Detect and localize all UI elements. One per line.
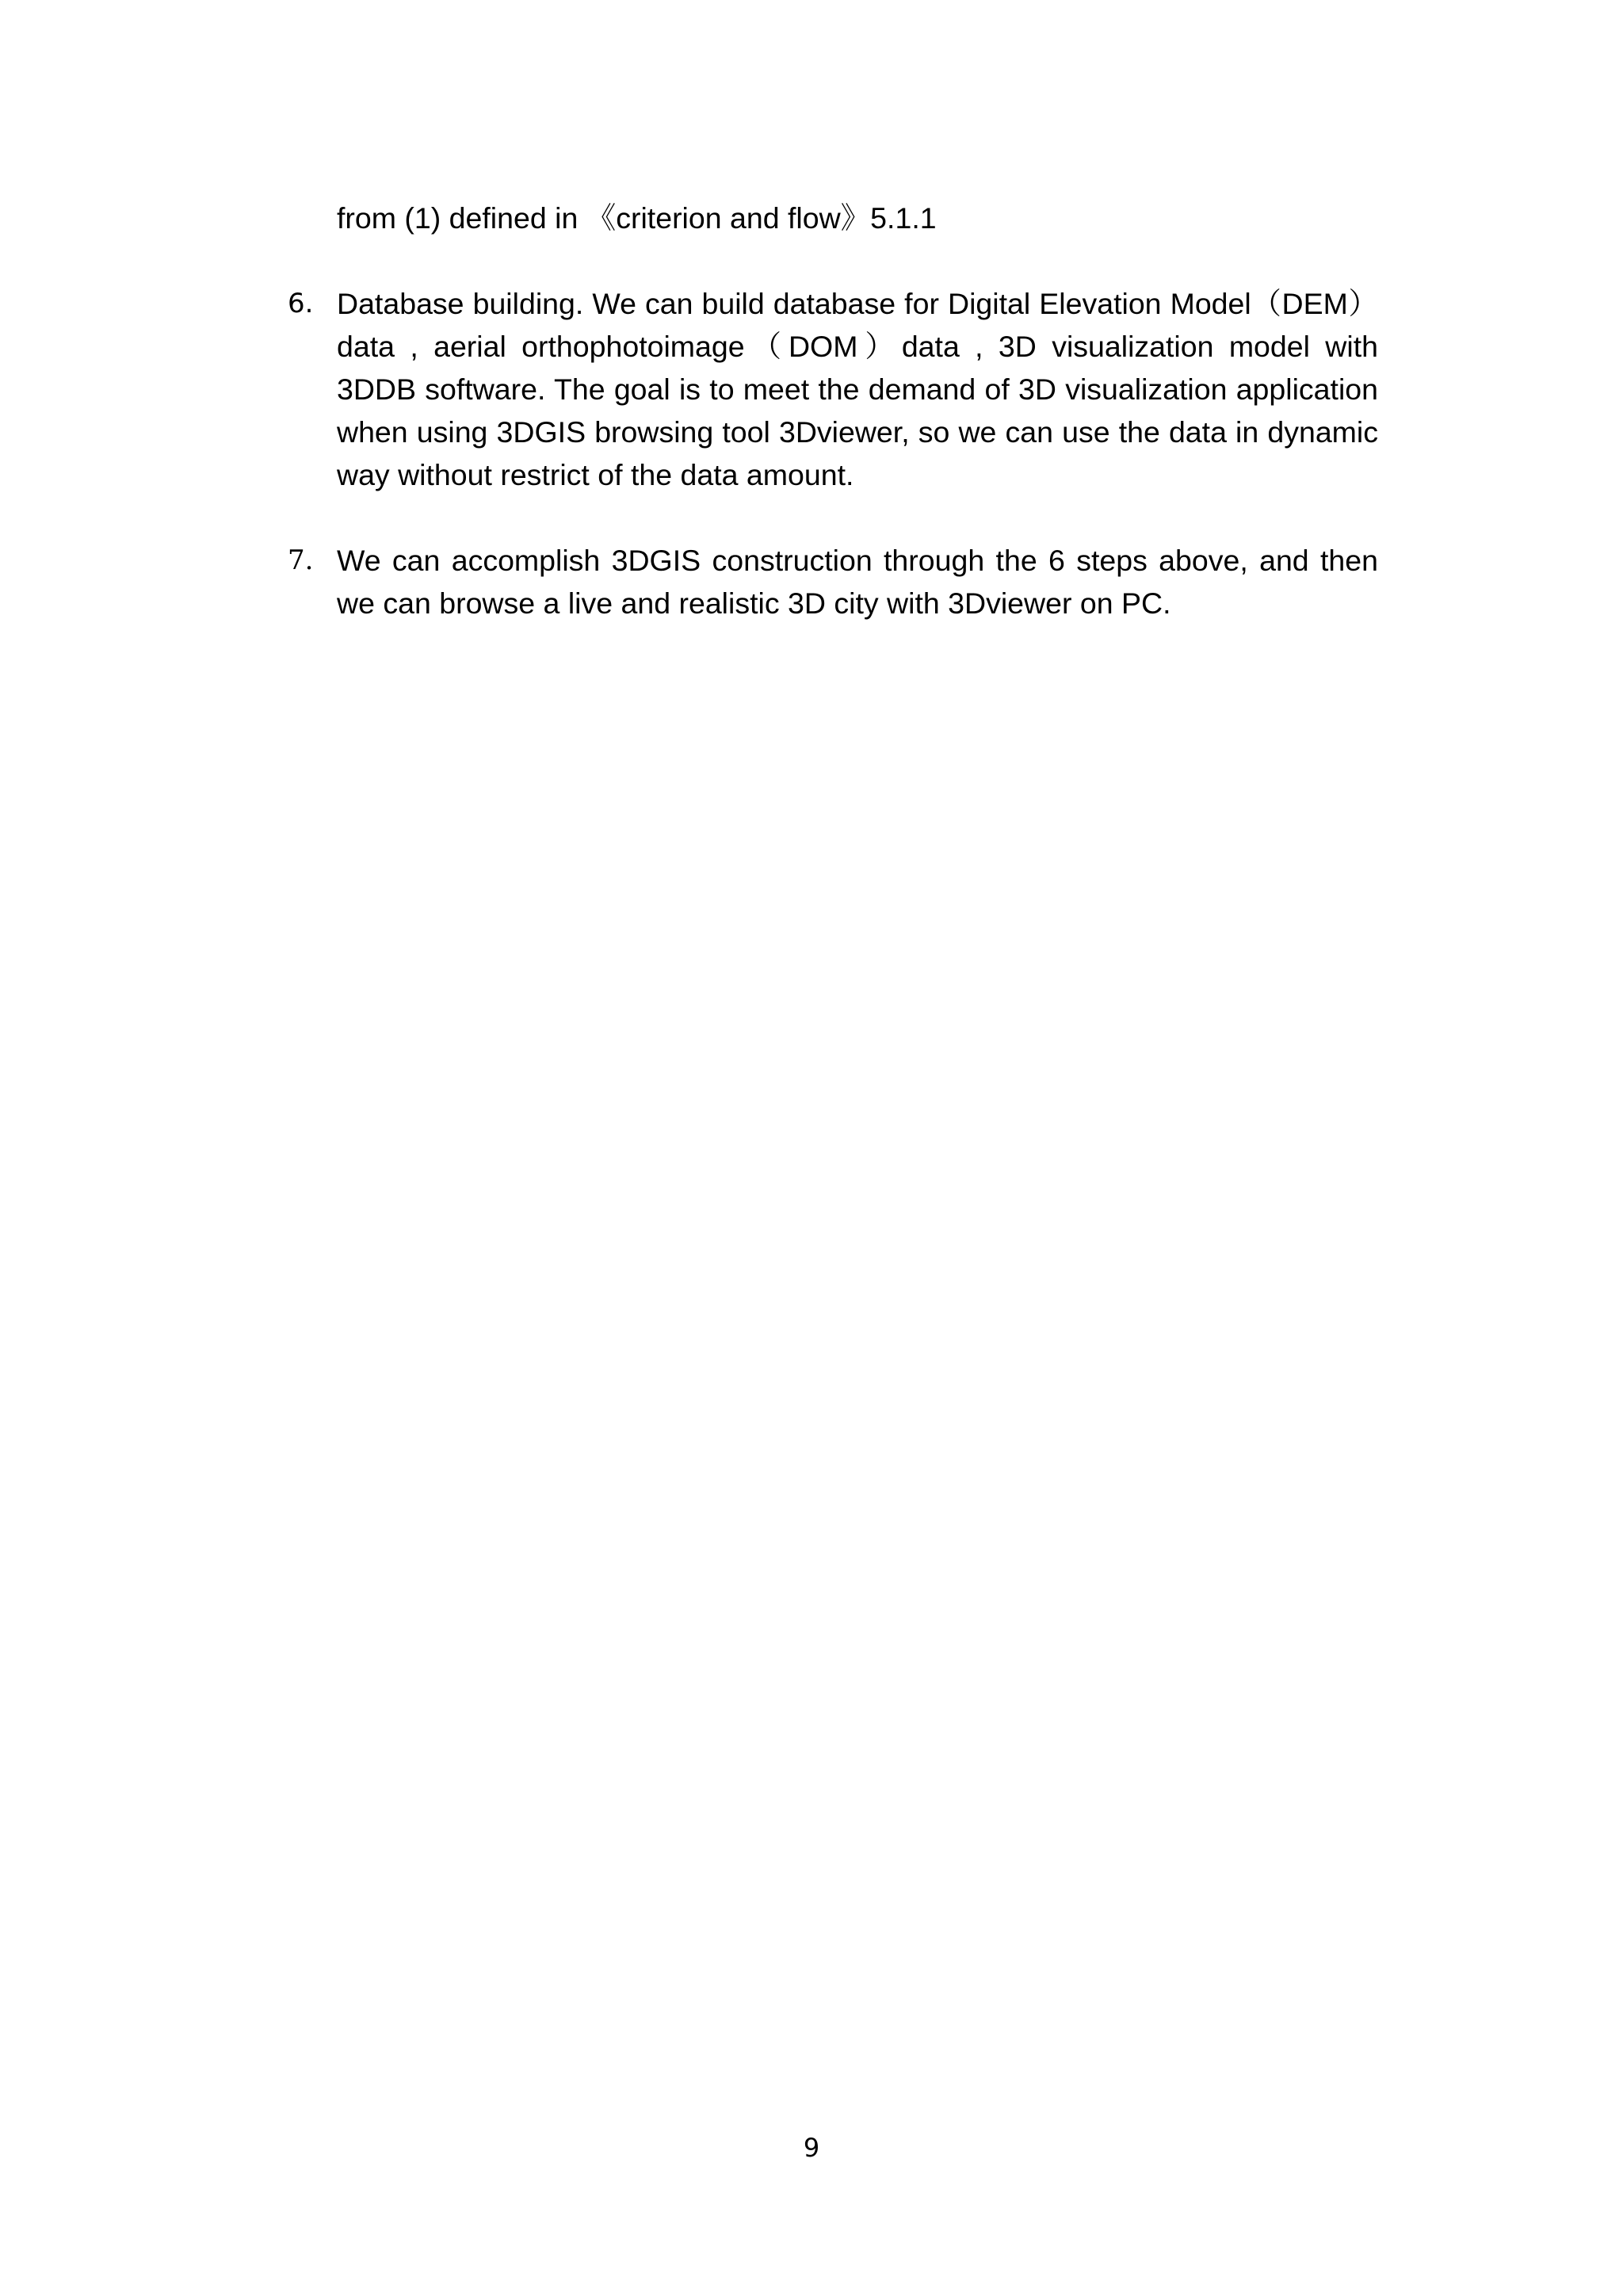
continuation-line: from (1) defined in 《criterion and flow》5.1.1 bbox=[337, 201, 937, 235]
page-number: 9 bbox=[803, 2133, 820, 2163]
list-marker: 6. bbox=[288, 288, 314, 319]
list-marker: 7. bbox=[288, 544, 314, 576]
list-item-6 bbox=[288, 282, 1378, 496]
page-body bbox=[288, 197, 1378, 625]
list-item-7 bbox=[288, 539, 1378, 625]
list-item-text: We can accomplish 3DGIS construction through the 6 steps above, and then we can browse a live and realistic 3D city with 3Dviewer on PC. bbox=[337, 544, 1378, 620]
list-item-text: Database building. We can build database for Digital Elevation Model（DEM）data , aerial orthophotoimage（DOM）data , 3D visualization model with 3DDB software. The goal is to meet the demand of 3D visualization application when using 3DGIS browsing tool 3Dviewer, so we can use the data in dynamic way without restrict of the data amount. bbox=[337, 287, 1378, 491]
